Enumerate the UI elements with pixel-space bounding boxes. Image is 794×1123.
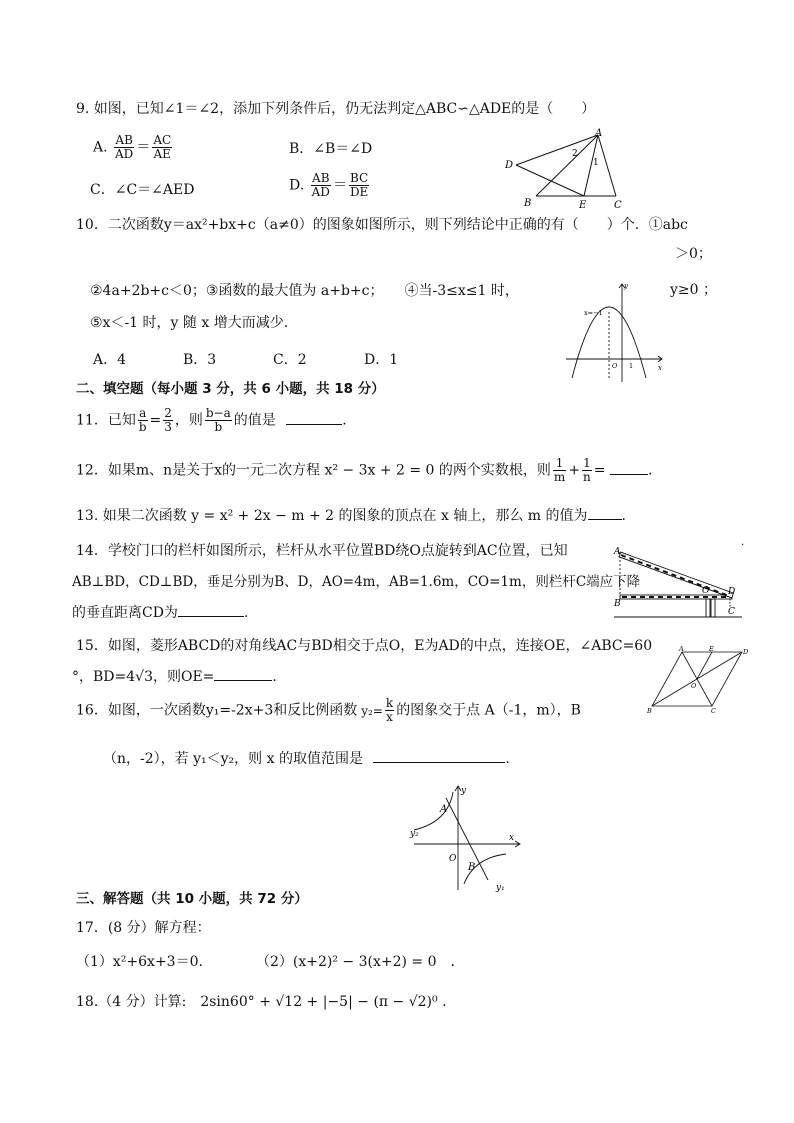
svg-text:D: D xyxy=(728,587,736,597)
svg-text:C: C xyxy=(711,707,716,714)
answer-blank[interactable] xyxy=(178,616,244,617)
q15-line-2: °，BD=4√3，则OE= . xyxy=(72,669,277,685)
q10-option-a: A．4 xyxy=(93,352,127,368)
fraction: $\frac{2}{3}$ xyxy=(164,406,172,434)
q15-line-1: 15．如图，菱形ABCD的对角线AC与BD相交于点O，E为AD的中点，连接OE，∠ABC=60 xyxy=(76,638,653,654)
svg-text:1: 1 xyxy=(593,158,599,168)
q10-option-d: D．1 xyxy=(364,352,399,368)
q13: 13. 如果二次函数 y = x² + 2x − m + 2 的图象的顶点在 x 轴上，那么 m 的值为 . xyxy=(76,508,626,524)
q14-line-3: 的垂直距离CD为 . xyxy=(72,605,249,621)
fraction: $\frac{AC}{AE}$ xyxy=(153,133,172,161)
svg-text:O: O xyxy=(702,586,710,596)
q11: 11．已知 $\frac{a}{b}$ = $\frac{2}{3}$ ，则 $\frac{b-a}{b}$ 的值是 . xyxy=(76,406,347,434)
svg-text:B: B xyxy=(647,707,652,714)
fraction: $\frac{k}{x}$ xyxy=(385,696,394,724)
answer-blank[interactable] xyxy=(610,474,648,475)
q10-condition-1-end: ＞0； xyxy=(675,246,712,262)
q17-part-2: （2）(x+2)² − 3(x+2) = 0 ． xyxy=(256,954,465,970)
svg-text:y: y xyxy=(624,282,628,290)
q10-option-c: C．2 xyxy=(273,352,307,368)
q10-parabola-figure xyxy=(562,278,670,386)
svg-text:D: D xyxy=(743,648,749,656)
svg-text:A: A xyxy=(595,128,603,139)
q9-option-d: D. $\frac{AB}{AD}$ ＝ $\frac{BC}{DE}$ xyxy=(289,171,369,199)
q16-line-1: 16．如图，一次函数y₁=-2x+3和反比例函数 y₂= $\frac{k}{x}$ 的图象交于点 A（-1，m），B xyxy=(76,696,581,724)
q12: 12．如果m、n是关于x的一元二次方程 x² − 3x + 2 = 0 的两个实数根，则 $\frac{1}{m}$ + $\frac{1}{n}$ = . xyxy=(76,456,653,484)
svg-text:C: C xyxy=(728,607,735,617)
q10-condition-5: ⑤x＜-1 时，y 随 x 增大而减少． xyxy=(90,315,298,331)
svg-text:y₂: y₂ xyxy=(410,829,419,839)
stray-mark: · xyxy=(741,540,745,551)
svg-text:O: O xyxy=(612,362,618,370)
section-2-heading: 二、填空题（每小题 3 分，共 6 小题，共 18 分） xyxy=(76,381,385,397)
answer-blank[interactable] xyxy=(286,424,342,425)
svg-text:D: D xyxy=(505,160,514,171)
q15-rhombus-figure xyxy=(642,646,754,714)
svg-text:x=−1: x=−1 xyxy=(584,309,603,317)
q18: 18.（4 分）计算: 2sin60° + √12 + |−5| − (π − √2)⁰ . xyxy=(76,994,447,1010)
fraction: $\frac{1}{n}$ xyxy=(583,456,591,484)
fraction: $\frac{BC}{DE}$ xyxy=(349,171,369,199)
svg-text:x: x xyxy=(658,364,662,372)
q16-function-graph xyxy=(402,782,530,892)
q14-line-2: AB⊥BD，CD⊥BD，垂足分别为B、D，AO=4m，AB=1.6m，CO=1m，则栏杆C端应下降 xyxy=(72,574,641,590)
q10-condition-4-end: y≥0 ； xyxy=(670,282,717,298)
q9-option-c: C．∠C＝∠AED xyxy=(90,182,195,198)
fraction: $\frac{a}{b}$ xyxy=(138,406,147,434)
svg-text:O: O xyxy=(449,854,457,864)
q9-option-b: B．∠B＝∠D xyxy=(289,141,373,157)
svg-text:B: B xyxy=(524,198,532,209)
svg-text:A: A xyxy=(440,804,448,815)
q9-stem: 9. 如图，已知∠1＝∠2，添加下列条件后，仍无法判定△ABC∽△ADE的是（ ） xyxy=(76,101,596,117)
svg-text:O: O xyxy=(691,682,697,690)
svg-text:E: E xyxy=(579,200,587,210)
svg-text:E: E xyxy=(709,646,714,653)
svg-text:y: y xyxy=(461,786,467,796)
q10-stem: 10．二次函数y＝ax²+bx+c（a≠0）的图象如图所示，则下列结论中正确的有（ ）个．①abc xyxy=(76,217,688,233)
answer-blank[interactable] xyxy=(214,680,272,681)
q14-line-1: 14．学校门口的栏杆如图所示，栏杆从水平位置BD绕O点旋转到AC位置，已知 xyxy=(76,543,568,559)
q9-option-a: A. $\frac{AB}{AD}$ ＝ $\frac{AC}{AE}$ xyxy=(93,133,172,161)
svg-text:B: B xyxy=(614,599,621,609)
answer-blank[interactable] xyxy=(588,519,622,520)
svg-text:A: A xyxy=(614,547,621,557)
svg-text:C: C xyxy=(614,200,622,210)
fraction: $\frac{AB}{AD}$ xyxy=(311,171,330,199)
svg-text:2: 2 xyxy=(572,149,578,159)
fraction: $\frac{b-a}{b}$ xyxy=(205,406,231,434)
fraction: $\frac{AB}{AD}$ xyxy=(115,133,134,161)
q9-triangle-figure xyxy=(500,128,630,210)
answer-blank[interactable] xyxy=(373,762,505,763)
q14-barrier-figure xyxy=(612,544,744,622)
fraction: $\frac{1}{m}$ xyxy=(553,456,566,484)
svg-text:B: B xyxy=(468,862,476,873)
svg-text:y₁: y₁ xyxy=(496,883,505,892)
q17-title: 17．(8 分）解方程： xyxy=(76,920,211,936)
q10-option-b: B．3 xyxy=(183,352,217,368)
q10-conditions: ②4a+2b+c＜0；③函数的最大值为 a+b+c； ④当-3≤x≤1 时， xyxy=(90,283,519,299)
section-3-heading: 三、解答题（共 10 小题，共 72 分） xyxy=(76,891,308,907)
q16-line-2: （n，-2），若 y₁＜y₂，则 x 的取值范围是 . xyxy=(103,751,510,767)
svg-text:A: A xyxy=(679,646,684,653)
svg-text:x: x xyxy=(509,833,515,843)
q17-part-1: （1）x²+6x+3＝0. xyxy=(76,954,203,970)
svg-text:1: 1 xyxy=(629,362,634,370)
